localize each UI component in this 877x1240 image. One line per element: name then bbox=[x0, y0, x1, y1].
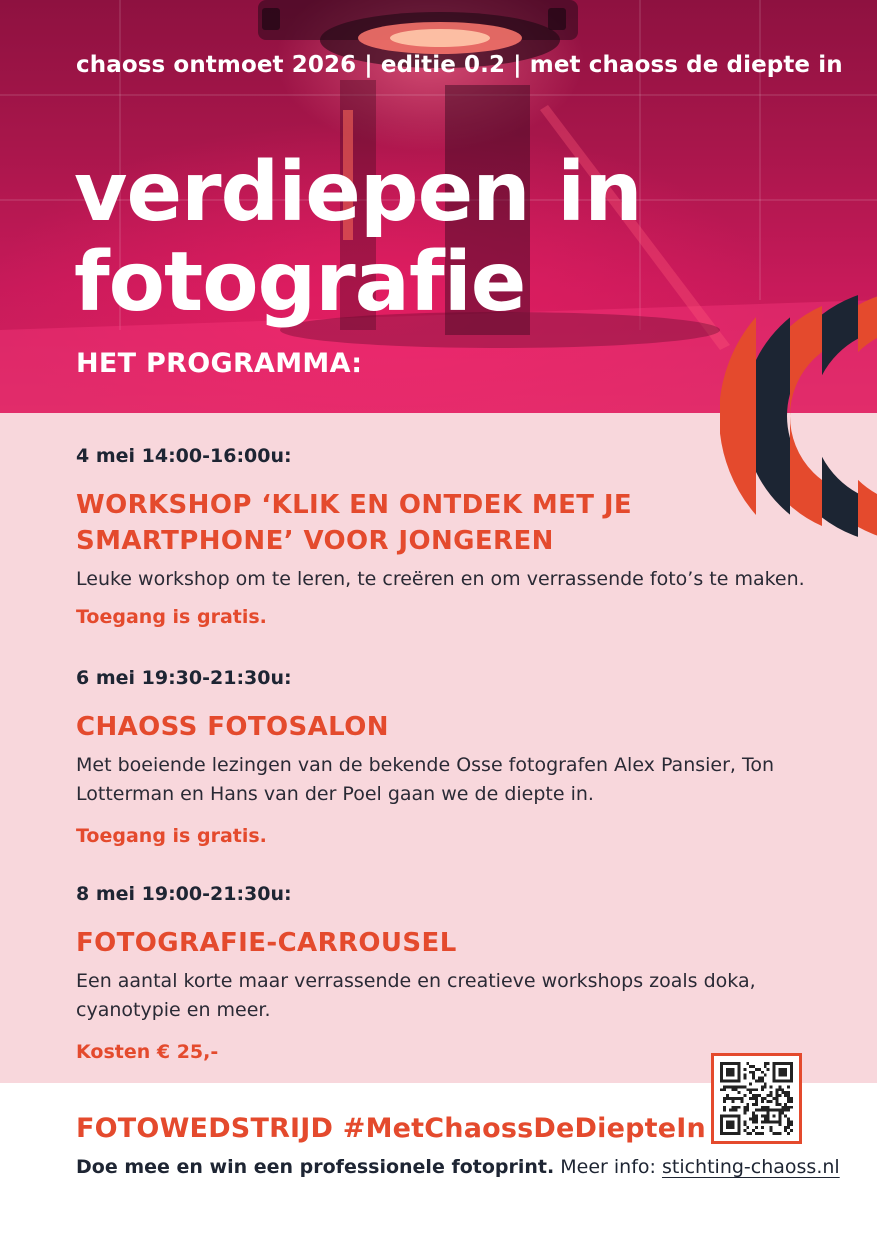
contest-cta-strong: Doe mee en win een professionele fotoprint. bbox=[76, 1156, 555, 1178]
contest-title: FOTOWEDSTRIJD #MetChaossDeDiepteIn bbox=[76, 1113, 706, 1144]
title-line-1: verdiepen in bbox=[74, 145, 642, 240]
qr-code-icon bbox=[720, 1062, 793, 1135]
event-title-line: SMARTPHONE’ VOOR JONGEREN bbox=[76, 526, 554, 556]
event-description bbox=[76, 751, 806, 809]
event-description: Leuke workshop om te leren, te creëren en om verrassende foto’s te maken. bbox=[76, 568, 805, 590]
event-title: CHAOSS FOTOSALON bbox=[76, 712, 389, 742]
page-title bbox=[74, 145, 774, 330]
event-date: 6 mei 19:30-21:30u: bbox=[76, 667, 292, 689]
event-description-line: Lotterman en Hans van der Poel gaan we de diepte in. bbox=[76, 783, 594, 805]
event-title bbox=[76, 487, 806, 559]
event-carrousel bbox=[76, 883, 806, 1063]
event-workshop bbox=[76, 445, 806, 628]
edition-subtitle: chaoss ontmoet 2026 | editie 0.2 | met chaoss de diepte in bbox=[76, 52, 843, 78]
event-price-note: Kosten € 25,- bbox=[76, 1041, 219, 1063]
chaoss-logo-icon bbox=[700, 285, 877, 547]
qr-code[interactable] bbox=[711, 1053, 802, 1144]
contest-cta bbox=[76, 1156, 840, 1178]
event-price-note: Toegang is gratis. bbox=[76, 606, 267, 628]
title-line-2: fotografie bbox=[74, 235, 526, 330]
contest-cta-more: Meer info: bbox=[554, 1156, 662, 1178]
event-fotosalon bbox=[76, 667, 806, 847]
event-title: FOTOGRAFIE-CARROUSEL bbox=[76, 928, 457, 958]
event-price-note: Toegang is gratis. bbox=[76, 825, 267, 847]
event-description-line: cyanotypie en meer. bbox=[76, 999, 271, 1021]
event-date: 4 mei 14:00-16:00u: bbox=[76, 445, 292, 467]
event-date: 8 mei 19:00-21:30u: bbox=[76, 883, 292, 905]
event-description-line: Met boeiende lezingen van de bekende Osse fotografen Alex Pansier, Ton bbox=[76, 754, 775, 776]
program-heading: HET PROGRAMMA: bbox=[76, 348, 363, 379]
event-description-line: Een aantal korte maar verrassende en creatieve workshops zoals doka, bbox=[76, 970, 756, 992]
website-link[interactable]: stichting-chaoss.nl bbox=[661, 1156, 840, 1178]
event-title-line: WORKSHOP ‘KLIK EN ONTDEK MET JE bbox=[76, 490, 633, 520]
event-description bbox=[76, 967, 806, 1025]
